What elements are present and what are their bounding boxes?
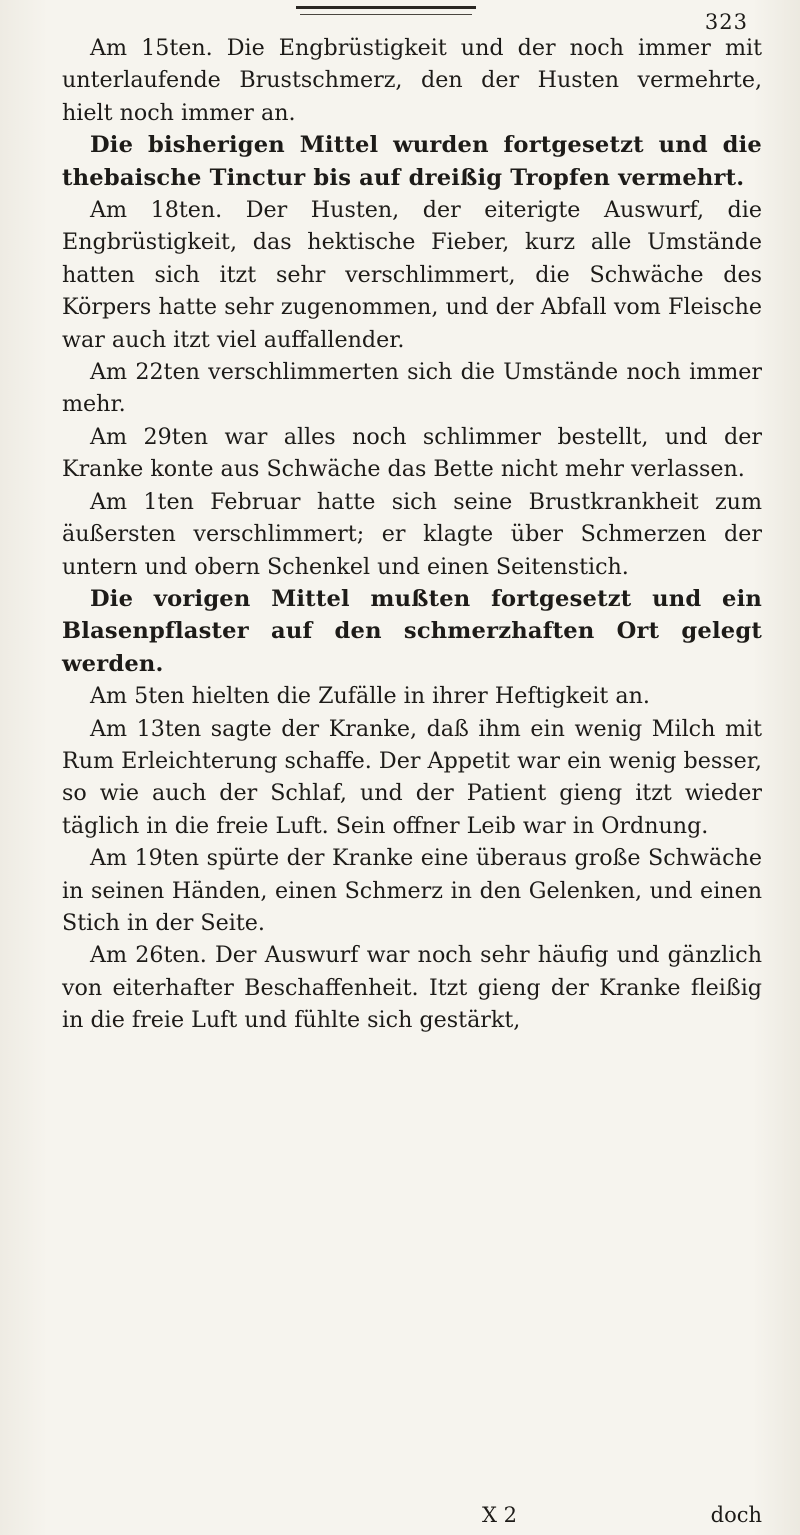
body-text <box>62 32 762 1037</box>
catchword: doch <box>710 1503 762 1527</box>
page-number: 323 <box>704 10 748 34</box>
paragraph-rubric: Die bisherigen Mittel wurden fortgesetzt und die thebaische Tinctur bis auf dreißig Tropfen vermehrt. <box>62 132 762 191</box>
header-rule <box>296 6 476 9</box>
page-footer <box>62 1503 762 1531</box>
paragraph: Am 26ten. Der Auswurf war noch sehr häufig und gänzlich von eiterhafter Beschaffenheit. Itzt gieng der Kranke fleißig in die freie Luft und fühlte sich gestärkt, <box>62 942 762 1034</box>
paragraph: Am 18ten. Der Husten, der eiterigte Auswurf, die Engbrüstigkeit, das hektische Fieber, kurz alle Umstände hatten sich itzt sehr verschlimmert, die Schwäche des Körpers hatte sehr zugenommen, und der Abfall vom Fleische war auch itzt viel auffallender. <box>62 197 762 353</box>
paragraph: Am 5ten hielten die Zufälle in ihrer Heftigkeit an. <box>90 683 650 710</box>
paragraph: Am 29ten war alles noch schlimmer bestellt, und der Kranke konte aus Schwäche das Bette nicht mehr verlassen. <box>62 423 762 483</box>
signature-mark: X 2 <box>482 1503 517 1527</box>
paragraph-rubric: Die vorigen Mittel mußten fortgesetzt und ein Blasenpflaster auf den schmerzhaften Ort gelegt werden. <box>62 585 762 677</box>
paragraph: Am 22ten verschlimmerten sich die Umstände noch immer mehr. <box>62 359 762 418</box>
paragraph: Am 19ten spürte der Kranke eine überaus große Schwäche in seinen Händen, einen Schmerz in den Gelenken, und einen Stich in der Seite. <box>62 845 762 936</box>
paragraph: Am 1ten Februar hatte sich seine Brustkrankheit zum äußersten verschlimmert; er klagte über Schmerzen der untern und obern Schenkel und einen Seitenstich. <box>62 488 762 580</box>
paragraph: Am 13ten sagte der Kranke, daß ihm ein wenig Milch mit Rum Erleichterung schaffe. Der Appetit war ein wenig besser, so wie auch der Schlaf, und der Patient gieng itzt wieder täglich in die freie Luft. Sein offner Leib war in Ordnung. <box>62 715 762 839</box>
header-rule-thin <box>300 14 472 15</box>
paragraph: Am 15ten. Die Engbrüstigkeit und der noch immer mit unterlaufende Brustschmerz, den der Husten vermehrte, hielt noch immer an. <box>62 35 762 126</box>
